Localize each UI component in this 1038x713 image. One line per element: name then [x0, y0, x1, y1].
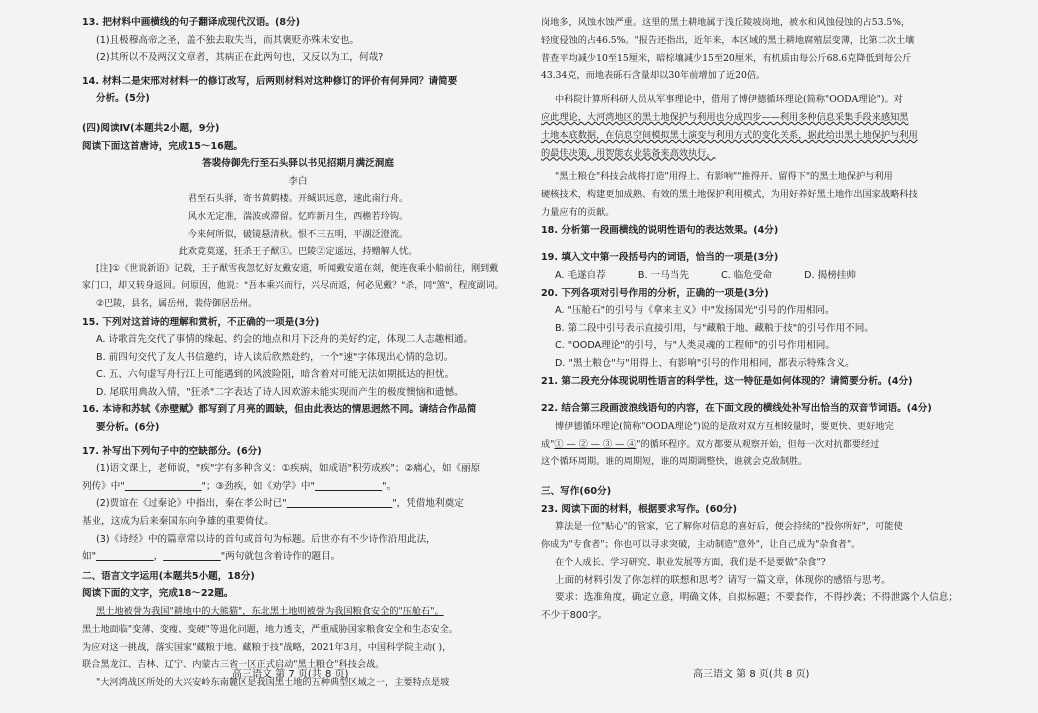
- passage-paragraph: 黑土地面临"变薄、变瘦、变硬"等退化问题，地力透支，严重威胁国家粮食安全和生态安全。: [82, 623, 458, 635]
- page-8: [541, 14, 979, 624]
- fill-text: "。: [382, 480, 397, 492]
- question-15-option-c: C. 五、六句虚写舟行江上可能遇到的风波险阻，暗含着对可能无法如期抵达的担忧。: [96, 369, 455, 381]
- question-19-option: D. 揭榜挂帅: [804, 269, 856, 281]
- question-17-part3-cont: 如" ， "两句就包含着诗作的题目。: [82, 551, 341, 563]
- question-20-option-d: D. "黑土粮仓"与"用得上、有影响"引号的作用相同，都表示特殊含义。: [555, 357, 855, 369]
- question-22-text: [541, 436, 979, 454]
- passage-paragraph: 43.34克，而地表砾石含量却以30年前增加了近20倍。: [541, 70, 766, 82]
- fill-text: "的循环程序。双方都要从观察开始，但每一次对抗都要经过: [636, 438, 880, 450]
- poem-title: 答裴侍御先行至石头驿以书见招期月满泛洞庭: [202, 158, 394, 170]
- poem-note: ②巴陵，县名，属岳州，裴侍御居岳州。: [96, 298, 258, 309]
- question-16: 16. 本诗和苏轼《赤壁赋》都写到了月亮的圆缺，但由此表达的情思迥然不同。请结合作品简: [82, 404, 477, 416]
- passage-paragraph: 轻度侵蚀的占46.5%。"报告还指出，近年来，本区域的黑土耕地腐殖层变薄，比第二次土壤: [541, 34, 915, 46]
- passage-paragraph: 联合黑龙江、吉林、辽宁、内蒙古三省一区正式启动"黑土粮仓"科技会战。: [82, 659, 385, 671]
- fill-text: "；③劲疾，如《劝学》中": [201, 480, 315, 492]
- fill-text: 成": [541, 438, 555, 450]
- question-22: 22. 结合第三段画波浪线语句的内容，在下面文段的横线处补写出恰当的双音节词语。(4分): [541, 403, 932, 415]
- fill-text: "，凭借地利奠定: [392, 498, 464, 510]
- question-19-options: [555, 267, 979, 285]
- writing-instruction: 上面的材料引发了你怎样的联想和思考？请写一篇文章，体现你的感悟与思考。: [555, 574, 891, 586]
- question-15: 15. 下列对这首诗的理解和赏析，不正确的一项是(3分): [82, 316, 320, 328]
- passage-paragraph: 为应对这一挑战，落实国家"藏粮于地、藏粮于技"战略，2021年3月，中国科学院主动( )，: [82, 641, 452, 653]
- question-23: 23. 阅读下面的材料，根据要求写作。(60分): [541, 503, 737, 515]
- fill-text: (2)贾谊在《过秦论》中指出，秦在孝公时已": [96, 498, 287, 510]
- poem-note: [注]①《世说新语》记载，王子猷雪夜忽忆好友戴安道，听闻戴安道在剡，便连夜乘小船前往，刚到戴: [96, 263, 499, 274]
- answer-blank[interactable]: [163, 551, 221, 562]
- question-17: 17. 补写出下列句子中的空缺部分。(6分): [82, 445, 262, 457]
- passage-paragraph: 岗地多，风蚀水蚀严重。这里的黑土耕地属于浅丘陵坡岗地，被水和风蚀侵蚀的占53.5%，: [541, 17, 911, 28]
- writing-material: 在个人成长、学习研究、职业发展等方面，我们是不是要做"杂食"?: [555, 556, 826, 568]
- passage-paragraph: 普查平均减少10至15厘米，暗棕壤减少15至20厘米，有机质由每公斤68.6克降低到每公斤: [541, 52, 912, 64]
- passage-paragraph: 力量应有的贡献。: [541, 206, 615, 218]
- answer-blank[interactable]: [96, 551, 154, 562]
- question-19-option: A. 毛遂自荐: [555, 269, 606, 281]
- question-14: 14. 材料二是宋邢对材料一的修订改写，后两则材料对这种修订的评价有何异同？请简要: [82, 75, 458, 87]
- poem-note: 家门口，却又转身返回。问原因，他说："吾本乘兴而行，兴尽而返，何必见戴？"杀，同"煞"，程度副词。: [82, 281, 504, 292]
- poem-author: 李白: [288, 175, 308, 187]
- question-19: 19. 填入文中第一段括号内的词语，恰当的一项是(3分): [541, 252, 779, 264]
- section-writing: 三、写作(60分): [541, 486, 612, 498]
- poem-line: 今来何所似，破镜悬清秋。恨不三五明，平湖泛澄流。: [187, 228, 409, 240]
- question-19-option: B. 一马当先: [637, 269, 689, 281]
- underlined-sentence: 黑土地被誉为我国"耕地中的大熊猫"，东北黑土地则被誉为我国粮食安全的"压舱石"。: [96, 606, 444, 617]
- question-15-option-d: D. 尾联用典故入情，"狂杀"二字表达了诗人因欢游未能实现而产生的极度懊恼和遗憾。: [96, 386, 464, 398]
- question-15-option-b: B. 前四句交代了友人书信邀约，诗人读后欣然赴约，一个"速"字体现出心情的急切。: [96, 351, 454, 363]
- page-7: [82, 14, 514, 692]
- question-19-option: C. 临危受命: [720, 269, 773, 281]
- question-17-part2-cont: 基业，这成为后来秦国东向争雄的重要倚仗。: [82, 516, 274, 528]
- fill-text: 如": [82, 551, 97, 563]
- passage-paragraph: "大河湾战区所处的大兴安岭东南麓区是我国黑土地的五种典型区域之一，主要特点是坡: [96, 677, 450, 689]
- answer-blank[interactable]: [315, 481, 382, 492]
- wavy-sentence: 的最佳决策，用智能农业装备来高效执行。: [541, 147, 716, 159]
- question-21: 21. 第二段充分体现说明性语言的科学性，这一特征是如何体现的？请简要分析。(4分): [541, 375, 913, 387]
- passage-paragraph: [82, 603, 514, 621]
- writing-material: 算法是一位"贴心"的管家，它了解你对信息的喜好后，便会持续的"投你所好"，可能使: [555, 521, 903, 533]
- poem-line: 此欢竟莫遂，狂杀王子猷①。巴陵②定遥远，持赠解人忧。: [178, 246, 418, 258]
- question-20: 20. 下列各项对引号作用的分析，正确的一项是(3分): [541, 287, 769, 299]
- section-language-use: 二、语言文字运用(本题共5小题，18分): [82, 570, 255, 582]
- question-13-part2: (2)其所以不及两汉文章者，其病正在此两句也，又反以为工，何哉?: [96, 52, 384, 64]
- question-13: 13. 把材料中画横线的句子翻译成现代汉语。(8分): [82, 17, 301, 28]
- answer-blanks[interactable]: ① — ② — ③ — ④: [554, 438, 637, 450]
- question-17-part1: (1)语文课上，老师说，"疾"字有多种含义：①疾病，如成语"积劳成疾"；②痛心，如《丽原: [96, 463, 481, 475]
- question-17-part1-cont: [82, 478, 514, 496]
- question-18: 18. 分析第一段画横线的说明性语句的表达效果。(4分): [541, 224, 779, 236]
- question-14-cont: 分析。(5分): [96, 93, 150, 105]
- question-17-part3: (3)《诗经》中的篇章常以诗的首句或首句为标题。后世亦有不少诗作沿用此法，: [96, 533, 436, 545]
- fill-text: 列传》中": [82, 480, 125, 492]
- passage-paragraph: 硬核技术，构建更加成熟、有效的黑土地保护利用模式，为用好养好黑土地作出国家战略科技: [541, 189, 918, 201]
- page-footer-left: 高三语文 第 7 页(共 8 页): [232, 669, 349, 680]
- question-20-option-b: B. 第二段中引号表示直接引用，与"藏粮于地、藏粮于技"的引号作用不同。: [555, 322, 874, 334]
- page-footer-right: 高三语文 第 8 页(共 8 页): [693, 669, 810, 680]
- question-22-text: 这个循环周期。谁的周期短，谁的周期调整快，谁就会克敌制胜。: [541, 456, 808, 468]
- wavy-sentence: 土地本底数据，在信息空间模拟黑土演变与利用方式的变化关系，据此给出黑土地保护与利用: [541, 129, 918, 141]
- answer-blank[interactable]: [287, 498, 393, 509]
- question-22-text: 博伊德循环理论(简称"OODA理论")说的是敌对双方互相较量时，要更快、更好地完: [555, 420, 894, 432]
- question-17-part2: [82, 495, 514, 513]
- poem-line: 君至石头驿，寄书黄鹤楼。开缄识远意，速此南行舟。: [187, 193, 409, 205]
- answer-blank[interactable]: [125, 481, 202, 492]
- wavy-sentence: 应此理论，大河湾地区的黑土地保护与利用也分成四步——利用多种信息采集手段来感知黑: [541, 111, 909, 123]
- section-reading-4: (四)阅读Ⅳ(本题共2小题，9分): [82, 122, 220, 134]
- poem-line: 风水无定准，湍波或滞留。忆昨新月生，西檐若玲钩。: [187, 210, 409, 222]
- question-16-cont: 要分析。(6分): [96, 422, 160, 434]
- section-reading-4-intro: 阅读下面这首唐诗，完成15～16题。: [82, 140, 244, 152]
- section-language-use-intro: 阅读下面的文字，完成18～22题。: [82, 588, 234, 600]
- question-20-option-c: C. "OODA理论"的引号，与"人类灵魂的工程师"的引号作用相同。: [555, 340, 835, 352]
- writing-requirement: 不少于800字。: [541, 609, 608, 621]
- passage-paragraph: "黑土粮仓"科技会战将打造"用得上、有影响""推得开、留得下"的黑土地保护与利用: [555, 171, 893, 183]
- question-15-option-a: A. 诗歌首先交代了事情的缘起、约会的地点和月下泛舟的美好约定，体现二人志趣相通。: [96, 334, 474, 346]
- writing-requirement: 要求：选准角度，确定立意，明确文体，自拟标题；不要套作，不得抄袭；不得泄露个人信息；: [555, 592, 958, 604]
- fill-text: "两句就包含着诗作的题目。: [220, 551, 341, 563]
- passage-paragraph: 中科院计算所科研人员从军事理论中，借用了博伊德循环理论(简称"OODA理论")。对: [555, 94, 903, 106]
- writing-material: 你成为"专食者"；你也可以寻求突破，主动制造"意外"，让自己成为"杂食者"。: [541, 539, 861, 551]
- question-20-option-a: A. "压舱石"的引号与《拿来主义》中"发扬国光"引号的作用相同。: [555, 305, 835, 317]
- question-13-part1: (1)且极穆高帝之圣，盖不独去取失当，而其褒贬亦殊未安也。: [96, 34, 360, 46]
